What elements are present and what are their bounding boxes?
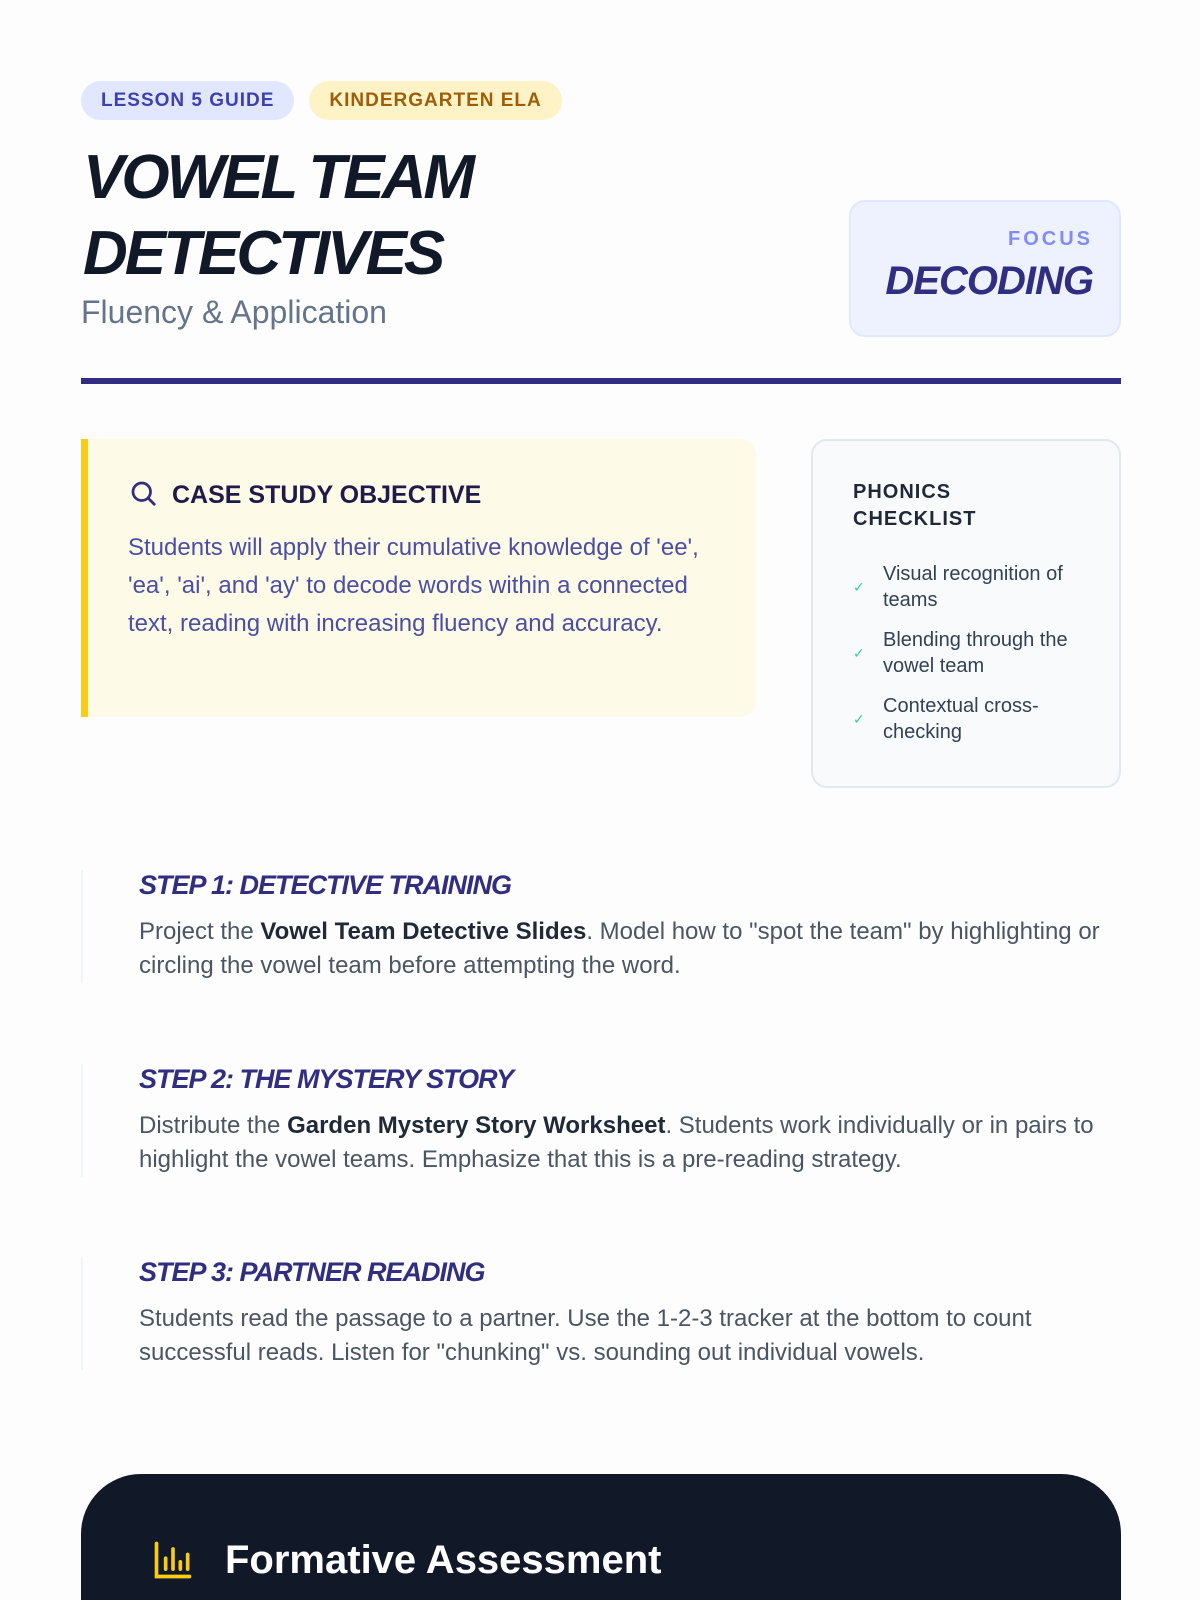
step-3 (81, 1257, 1121, 1370)
page-subtitle: Fluency & Application (81, 294, 387, 330)
step-1 (81, 870, 1121, 983)
page-title (83, 140, 472, 292)
step-text-bold: Vowel Team Detective Slides (260, 918, 587, 945)
title-line-2: DETECTIVES (83, 219, 443, 288)
checklist-item (853, 693, 1079, 745)
step-text-pre: Distribute the (139, 1112, 288, 1139)
checklist-title-line-1: PHONICS (853, 481, 952, 503)
badge-row (81, 81, 562, 120)
checklist-title-line-2: CHECKLIST (853, 508, 977, 530)
lesson-badge: LESSON 5 GUIDE (81, 81, 294, 120)
checklist-item (853, 627, 1079, 679)
step-title: STEP 1: DETECTIVE TRAINING (139, 870, 512, 900)
step-title: STEP 3: PARTNER READING (139, 1257, 485, 1287)
step-2 (81, 1064, 1121, 1177)
step-text-pre: Project the (139, 918, 261, 945)
focus-label: FOCUS (1008, 228, 1093, 250)
title-line-1: VOWEL TEAM (83, 143, 473, 212)
bar-chart-icon (151, 1538, 195, 1587)
step-text (139, 1109, 1121, 1177)
checklist-items (853, 561, 1079, 745)
grade-badge: KINDERGARTEN ELA (309, 81, 561, 120)
focus-card (849, 200, 1121, 337)
objective-text: Students will apply their cumulative knowledge of 'ee', 'ea', 'ai', and 'ay' to decode words within a connected text, reading with increasing fluency and accuracy. (128, 534, 699, 637)
objective-header (128, 478, 716, 513)
phonics-checklist (811, 439, 1121, 788)
step-text-bold: Garden Mystery Story Worksheet (287, 1112, 666, 1139)
check-icon: ✓ (853, 578, 865, 595)
search-icon (128, 478, 158, 513)
checklist-item-label: Contextual cross-checking (883, 695, 1039, 743)
focus-value: DECODING (885, 259, 1093, 303)
step-text-post: . Students work individually or in pairs to highlight the vowel teams. Emphasize that this is a pre-reading strategy. (139, 1112, 1094, 1173)
step-text-post: . Model how to "spot the team" by highlighting or circling the vowel team before attempting the word. (139, 918, 1100, 979)
check-icon: ✓ (853, 644, 865, 661)
checklist-item-label: Visual recognition of teams (883, 563, 1063, 611)
checklist-item (853, 561, 1079, 613)
step-text-post: Students read the passage to a partner. Use the 1-2-3 tracker at the bottom to count successful reads. Listen for "chunking" vs. sounding out individual vowels. (139, 1305, 1032, 1366)
assessment-section (81, 1474, 1121, 1600)
objective-title: CASE STUDY OBJECTIVE (172, 481, 482, 509)
assessment-title: Formative Assessment (225, 1538, 662, 1582)
header-divider (81, 378, 1121, 384)
checklist-title (853, 479, 1079, 533)
checklist-item-label: Blending through the vowel team (883, 629, 1068, 677)
check-icon: ✓ (853, 710, 865, 727)
step-text (139, 915, 1121, 983)
step-text (139, 1302, 1121, 1370)
objective-card (81, 439, 756, 717)
step-title: STEP 2: THE MYSTERY STORY (139, 1064, 514, 1094)
